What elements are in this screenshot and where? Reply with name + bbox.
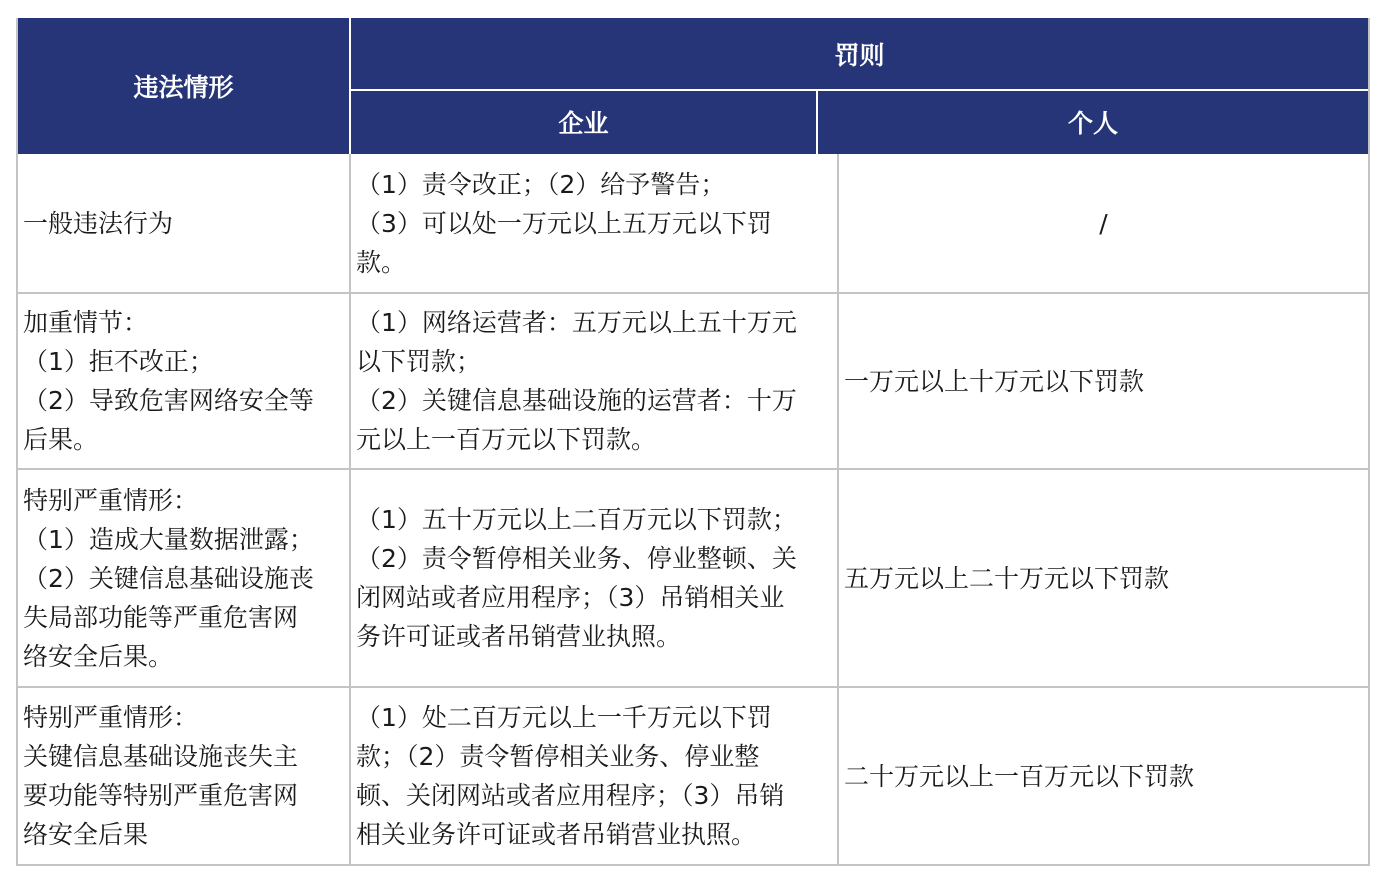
row-2-violation-text: 加重情节： （1）拒不改正； （2）导致危害网络安全等 后果。 [23, 308, 314, 454]
header-penalty [350, 18, 1369, 90]
header-violation-label: 违法情形 [133, 73, 234, 102]
row-1-violation [17, 154, 350, 293]
grid-col-divider-2 [837, 154, 839, 866]
header-divider-subcolumn [816, 90, 818, 154]
row-4-enterprise-text: （1）处二百万元以上一千万元以下罚 款；（2）责令暂停相关业务、停业整 顿、关闭网站或者应用程序；（3）吊销 相关业务许可证或者吊销营业执照。 [356, 703, 785, 849]
row-1-individual-text: / [1099, 209, 1108, 238]
row-3-enterprise [350, 469, 838, 687]
header-enterprise-label: 企业 [558, 109, 609, 138]
row-4-violation-text: 特别严重情形： 关键信息基础设施丧失主 要功能等特别严重危害网 络安全后果 [23, 703, 299, 849]
header-divider-horizontal [350, 89, 1369, 91]
row-2-individual [838, 293, 1369, 469]
row-4-violation [17, 687, 350, 865]
row-3-individual [838, 469, 1369, 687]
header-violation [17, 18, 350, 154]
row-2-enterprise-text: （1）网络运营者：五万元以上五十万元 以下罚款； （2）关键信息基础设施的运营者：十万 元以上一百万元以下罚款。 [356, 308, 797, 454]
row-1-enterprise [350, 154, 838, 293]
grid-left-edge [16, 18, 18, 866]
header-enterprise [350, 90, 817, 154]
row-3-enterprise-text: （1）五十万元以上二百万元以下罚款； （2）责令暂停相关业务、停业整顿、关 闭网站或者应用程序；（3）吊销相关业 务许可证或者吊销营业执照。 [356, 505, 797, 651]
header-penalty-label: 罚则 [834, 41, 885, 70]
header-individual-label: 个人 [1067, 109, 1118, 138]
grid-right-edge [1368, 18, 1370, 866]
row-1-enterprise-text: （1）责令改正；（2）给予警告； （3）可以处一万元以上五万元以下罚 款。 [356, 170, 772, 277]
grid-col-divider-1 [349, 154, 351, 866]
row-2-individual-text: 一万元以上十万元以下罚款 [844, 366, 1145, 396]
grid-bottom-edge [16, 864, 1370, 866]
row-1-individual [838, 154, 1369, 293]
row-1-violation-text: 一般违法行为 [23, 209, 174, 238]
row-4-individual [838, 687, 1369, 865]
header-divider-vertical [349, 18, 351, 154]
grid-row-divider-2 [16, 468, 1370, 470]
header-individual [817, 90, 1369, 154]
row-2-violation [17, 293, 350, 469]
row-2-enterprise [350, 293, 838, 469]
row-4-enterprise [350, 687, 838, 865]
row-3-violation-text: 特别严重情形： （1）造成大量数据泄露； （2）关键信息基础设施丧 失局部功能等严重危害网 络安全后果。 [23, 485, 314, 671]
grid-row-divider-3 [16, 686, 1370, 688]
row-3-individual-text: 五万元以上二十万元以下罚款 [844, 563, 1170, 593]
row-4-individual-text: 二十万元以上一百万元以下罚款 [844, 761, 1195, 791]
row-3-violation [17, 469, 350, 687]
grid-row-divider-1 [16, 292, 1370, 294]
